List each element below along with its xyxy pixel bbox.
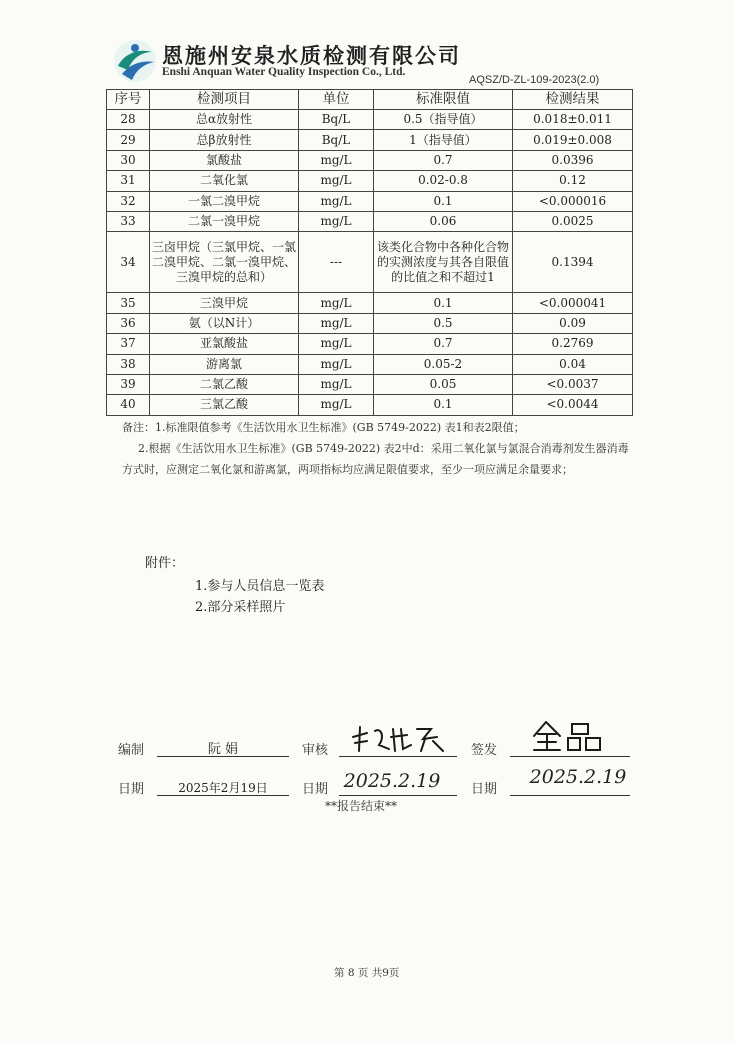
cell-unit: Bq/L (299, 110, 374, 130)
cell-result: 0.09 (513, 313, 633, 333)
table-row (107, 130, 633, 150)
table-row (107, 171, 633, 191)
cell-item: 三溴甲烷 (150, 293, 299, 313)
cell-unit: mg/L (299, 150, 374, 170)
cell-result: 0.019±0.008 (513, 130, 633, 150)
cell-limit: 该类化合物中各种化合物的实测浓度与其各自限值的比值之和不超过1 (374, 232, 513, 293)
page-number: 第 8 页 共9页 (334, 967, 400, 979)
cell-item: 三氯乙酸 (150, 395, 299, 415)
cell-index: 29 (107, 130, 150, 150)
approve-line (510, 756, 630, 757)
cell-unit: mg/L (299, 211, 374, 231)
header-item: 检测项目 (150, 90, 299, 110)
approve-date-label: 日期 (471, 782, 498, 797)
results-table (106, 89, 633, 416)
table-row (107, 211, 633, 231)
cell-index: 30 (107, 150, 150, 170)
cell-unit: mg/L (299, 354, 374, 374)
remark-2: 2.根据《生活饮用水卫生标准》(GB 5749-2022) 表2中d：采用二氧化氯与氯混合消毒剂发生器消毒方式时，应测定二氧化氯和游离氯，两项指标均应满足限值要求，至少一项应满足余量要求； (122, 442, 629, 476)
header-index: 序号 (107, 90, 150, 110)
cell-index: 36 (107, 313, 150, 333)
cell-item: 游离氯 (150, 354, 299, 374)
cell-limit: 0.1 (374, 395, 513, 415)
cell-limit: 0.06 (374, 211, 513, 231)
report-header (112, 38, 632, 90)
table-row (107, 293, 633, 313)
cell-index: 32 (107, 191, 150, 211)
review-line (339, 756, 457, 757)
company-name-en: Enshi Anquan Water Quality Inspection Co., Ltd. (162, 66, 406, 78)
cell-limit: 0.02-0.8 (374, 171, 513, 191)
compile-date-label: 日期 (118, 782, 145, 797)
cell-result: <0.000016 (513, 191, 633, 211)
cell-unit: mg/L (299, 171, 374, 191)
cell-index: 40 (107, 395, 150, 415)
cell-limit: 0.05 (374, 374, 513, 394)
cell-index: 39 (107, 374, 150, 394)
table-row (107, 374, 633, 394)
cell-unit: --- (299, 232, 374, 293)
cell-limit: 0.1 (374, 191, 513, 211)
cell-result: 0.12 (513, 171, 633, 191)
remarks (122, 417, 638, 480)
cell-result: 0.0025 (513, 211, 633, 231)
cell-unit: mg/L (299, 191, 374, 211)
cell-result: 0.2769 (513, 334, 633, 354)
cell-result: 0.04 (513, 354, 633, 374)
cell-result: 0.018±0.011 (513, 110, 633, 130)
cell-limit: 0.1 (374, 293, 513, 313)
compile-date: 2025年2月19日 (178, 781, 268, 795)
cell-limit: 0.7 (374, 150, 513, 170)
document-code: AQSZ/D-ZL-109-2023(2.0) (469, 74, 600, 86)
table-row (107, 232, 633, 293)
cell-limit: 0.7 (374, 334, 513, 354)
cell-limit: 1（指导值） (374, 130, 513, 150)
header-unit: 单位 (299, 90, 374, 110)
cell-result: <0.0037 (513, 374, 633, 394)
cell-item: 总α放射性 (150, 110, 299, 130)
review-label: 审核 (302, 743, 329, 758)
approve-date-line (510, 795, 630, 796)
cell-index: 31 (107, 171, 150, 191)
cell-result: <0.000041 (513, 293, 633, 313)
attachment-item: 1.参与人员信息一览表 (195, 579, 325, 594)
cell-unit: mg/L (299, 313, 374, 333)
review-date-line (339, 795, 457, 796)
cell-unit: Bq/L (299, 130, 374, 150)
cell-limit: 0.5（指导值） (374, 110, 513, 130)
table-row (107, 150, 633, 170)
approve-date: 2025.2.19 (529, 766, 627, 788)
approve-label: 签发 (471, 743, 498, 758)
cell-limit: 0.5 (374, 313, 513, 333)
cell-item: 二氯一溴甲烷 (150, 211, 299, 231)
cell-item: 氯酸盐 (150, 150, 299, 170)
remark-1: 备注：1.标准限值参考《生活饮用水卫生标准》(GB 5749-2022) 表1和表2限值； (122, 421, 525, 434)
cell-index: 37 (107, 334, 150, 354)
header-limit: 标准限值 (374, 90, 513, 110)
report-end: **报告结束** (325, 799, 398, 813)
cell-unit: mg/L (299, 334, 374, 354)
cell-unit: mg/L (299, 374, 374, 394)
approver-signature (528, 720, 638, 752)
attachment-item: 2.部分采样照片 (195, 600, 286, 615)
cell-unit: mg/L (299, 395, 374, 415)
review-date-label: 日期 (302, 782, 329, 797)
table-row (107, 354, 633, 374)
compiler-name: 阮 娟 (207, 742, 239, 757)
cell-result: <0.0044 (513, 395, 633, 415)
cell-item: 氨（以N计） (150, 313, 299, 333)
cell-item: 亚氯酸盐 (150, 334, 299, 354)
cell-unit: mg/L (299, 293, 374, 313)
table-row (107, 334, 633, 354)
cell-item: 二氧化氯 (150, 171, 299, 191)
table-row (107, 191, 633, 211)
cell-item: 总β放射性 (150, 130, 299, 150)
cell-limit: 0.05-2 (374, 354, 513, 374)
cell-item: 二氯乙酸 (150, 374, 299, 394)
compile-label: 编制 (118, 743, 145, 758)
company-name-cn: 恩施州安泉水质检测有限公司 (162, 44, 461, 68)
cell-index: 34 (107, 232, 150, 293)
table-header-row (107, 90, 633, 110)
cell-index: 28 (107, 110, 150, 130)
cell-index: 38 (107, 354, 150, 374)
table-row (107, 110, 633, 130)
table-row (107, 395, 633, 415)
table-row (107, 313, 633, 333)
attachments (145, 553, 324, 618)
cell-item: 一氯二溴甲烷 (150, 191, 299, 211)
cell-result: 0.1394 (513, 232, 633, 293)
cell-index: 35 (107, 293, 150, 313)
reviewer-signature (345, 723, 455, 755)
cell-result: 0.0396 (513, 150, 633, 170)
cell-index: 33 (107, 211, 150, 231)
cell-item: 三卤甲烷（三氯甲烷、一氯二溴甲烷、二氯一溴甲烷、三溴甲烷的总和） (150, 232, 299, 293)
attachments-title: 附件： (145, 556, 185, 571)
company-logo (112, 38, 158, 84)
header-result: 检测结果 (513, 90, 633, 110)
review-date: 2025.2.19 (343, 770, 441, 792)
